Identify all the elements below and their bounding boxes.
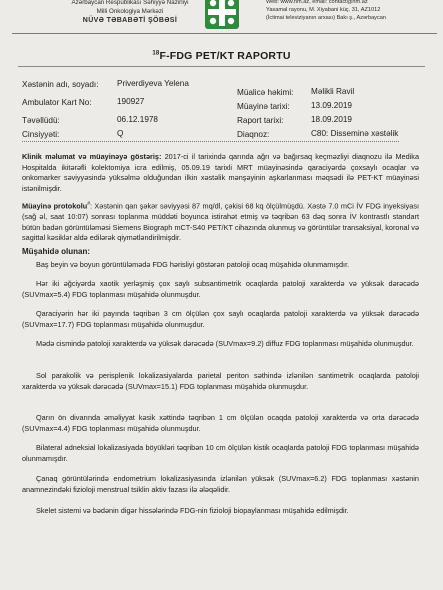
exam-date-label: Müayinə tarixi: [237, 102, 290, 111]
diagnosis-value: C80: Disseminə xəstəlik [311, 129, 399, 138]
sex-label: Cinsiyyəti: [22, 130, 60, 139]
clinical-info [22, 152, 419, 194]
finding-paragraph: Çanaq görüntülərində endometrium lokalizasiyasında izlənilən yüksək (SUVmax=6.2) FDG toplanması xəstənin anamnezindəki fizioloji menstrual tsiklin aktiv fazası ilə ələqəlidir. [22, 474, 419, 494]
info-divider [22, 141, 399, 142]
exam-date: 13.09.2019 [311, 101, 352, 110]
ministry-line: Azərbaycan Respublikası Səhiyyə Nazirliyi [71, 0, 189, 6]
institution-header [40, 0, 220, 25]
contact-web: Web: www.nm.az, email: contact@nm.az [266, 0, 368, 5]
finding-paragraph: Mədə cismində patoloji xarakterdə və yüksək dərəcədə (SUVmax=9.2) diffuz FDG toplanması müşahidə olunmuşdur. [36, 339, 414, 348]
protocol-text: : Xəstənin qan şəkər səviyyəsi 87 mq/dl, çəkisi 68 kq ölçülmüşdü. Xəstə 7.0 mCi İV FDG inyeksiyası (sağ əl, saat 10:07) sonrası toplanma müddəti boyunca istirahət etmiş və təqribən 63 dəq sonra İV kontrastlı standart bütün badən görüntüləməsi Siemens Biograph mCT-S40 PET/KT cihazında olunmuş və görüntülər transaksiyal, koronal və sagittal kəsiklər aldə edilərək qiymətləndirilmişdir. [22, 201, 419, 243]
contact-street: Yasamal rayonu, M. Xiyabani küç. 31, AZ1012 [266, 7, 381, 13]
report-title [0, 50, 443, 62]
sex-value: Q [117, 129, 124, 138]
protocol-label: Müayinə protokolu [22, 201, 88, 211]
clinical-label: Klinik məlumat və müayinəyə göstəriş: [22, 152, 162, 161]
patient-name: Priverdiyeva Yelena [117, 79, 189, 88]
finding-paragraph: Sol parakolik və perisplenik lokalizasiyalarda parietal periton səthində izlənilən santimetrik ocaqlarda patoloji xarakterdə və yüksək dərəcədə (SUVmax=15.1) FDG toplanması müşahidə olunmuşdur. [22, 371, 419, 391]
birth-label: Təvəllüdü: [22, 116, 60, 125]
finding-paragraph: Baş beyin və boyun görüntüləmədə FDG hərisliyi göstərən patoloji ocaq müşahidə olunmamışdır. [36, 260, 350, 269]
institution-logo-icon [204, 0, 240, 30]
title-divider [18, 66, 425, 67]
doctor-name: Məlikli Ravil [311, 87, 355, 96]
clinical-text: 2017-ci il tarixində qarında ağrı və bağırsaq keçməzliyi diaqnozu ilə Medika Hospitalda ikitərəfli kolektomiya icra edilmiş, 05.09.19 tarixli MRT müayinəsində qaraciyərdə çoxsaylı ocaqlar və onkomarker səviyyəsində yüksəlmə olduğundan ilkin xəstəlik mənşəyinin aşkarlanması məqsədi ilə PET-KT müayinəsi istənilmişdir. [22, 152, 420, 193]
birth-date: 06.12.1978 [117, 115, 158, 124]
finding-paragraph: Bilateral adneksial lokalizasiyada böyükləri təqribən 10 cm ölçülən kistik ocaqlarda patoloji FDG toplanması müşahidə olunmamışdır. [22, 443, 419, 463]
title-isotope: 18 [152, 50, 160, 57]
diagnosis-label: Diaqnoz: [237, 130, 270, 139]
protocol-sup: # [87, 201, 91, 207]
patient-name-label: Xəstənin adı, soyadı: [22, 80, 99, 89]
ambulator-label: Ambulator Kart No: [22, 98, 92, 107]
header-divider [12, 33, 437, 34]
finding-paragraph: Skelet sistemi və bədənin digər hissələrində FDG-nin fizioloji biopaylanması müşahidə edilmişdir. [36, 506, 349, 515]
finding-paragraph: Qaraciyərin hər iki payında təqribən 3 cm ölçülən çox saylı ocaqlarda patoloji xarakterdə və yüksək dərəcədə (SUVmax=17.7) FDG toplanması müşahidə olunmuşdur. [22, 309, 419, 329]
protocol-info [22, 199, 419, 244]
department-line: NÜVƏ TƏBABƏTİ ŞÖBƏSİ [82, 17, 178, 24]
contact-city: (İctimai televiziyanın arxası) Bakı ş., Azərbaycan [266, 15, 387, 21]
findings-heading: Müşahidə olunan: [22, 247, 90, 256]
doctor-label: Müalicə həkimi: [237, 88, 294, 97]
finding-paragraph: Qarın ön divarında əməliyyat kəsik xəttində təqribən 1 cm ölçülən ocaqda patoloji xarakterdə və orta dərəcədə (SUVmax=4.4) FDG toplanması müşahidə olunmuşdur. [22, 413, 419, 433]
title-text: F-FDG PET/KT RAPORTU [159, 50, 291, 62]
report-date: 18.09.2019 [311, 115, 352, 124]
contact-header [266, 0, 436, 22]
report-date-label: Raport tarixi: [237, 116, 284, 125]
ambulator-number: 190927 [117, 97, 145, 106]
finding-paragraph: Hər iki əğciyərdə xaotik yerləşmiş çox saylı subsantimetrik ocaqlarda patoloji xarakterdə və yüksək dərəcədə (SUVmax=5.4) FDG toplanması müşahidə olunmuşdur. [22, 279, 419, 299]
center-line: Milli Onkologiya Mərkəzi [96, 8, 164, 15]
